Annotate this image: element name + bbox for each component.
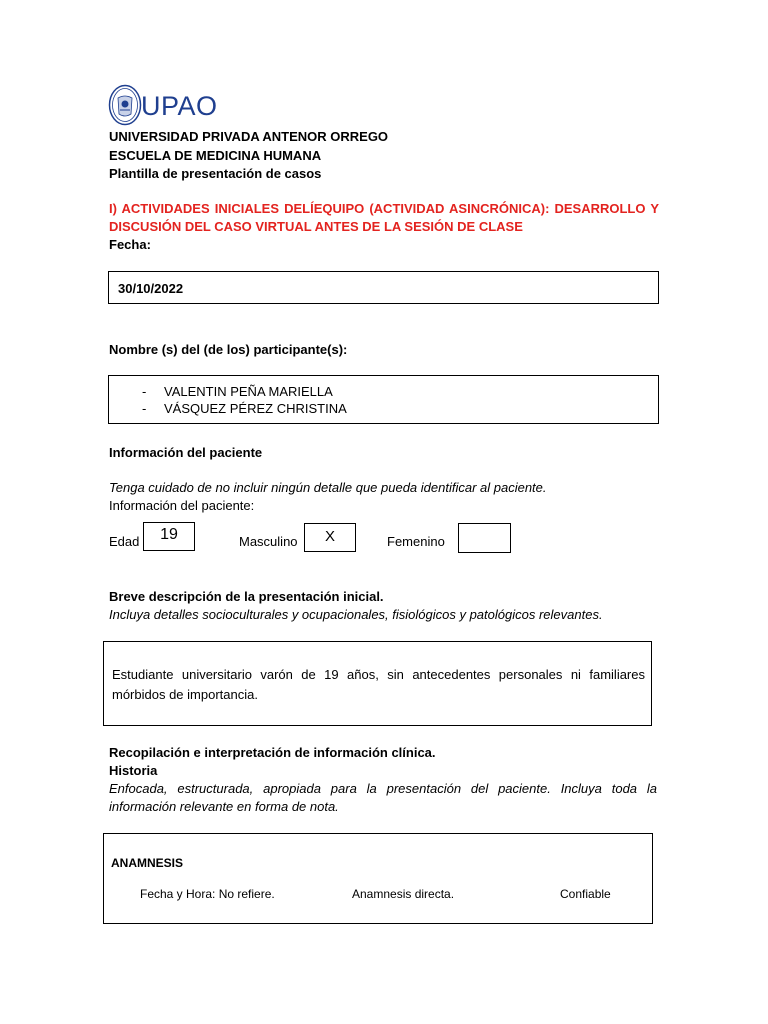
presentation-instruction: Incluya detalles socioculturales y ocupacionales, fisiológicos y patológicos relevantes. — [109, 607, 603, 622]
male-value: X — [324, 528, 335, 545]
bullet: - — [142, 401, 147, 416]
participant-name: VÁSQUEZ PÉREZ CHRISTINA — [164, 401, 347, 416]
list-item — [142, 400, 146, 418]
patient-note: Tenga cuidado de no incluir ningún detalle que pueda identificar al paciente. — [109, 480, 547, 495]
anamnesis-box — [103, 833, 653, 924]
clinical-heading: Recopilación e interpretación de información clínica. — [109, 745, 436, 760]
participant-name: VALENTIN PEÑA MARIELLA — [164, 384, 333, 399]
school-name: ESCUELA DE MEDICINA HUMANA — [109, 148, 322, 163]
date-value: 30/10/2022 — [118, 281, 184, 296]
university-seal-icon — [108, 84, 142, 126]
logo-text: UPAO — [141, 91, 218, 121]
template-title: Plantilla de presentación de casos — [109, 166, 322, 181]
presentation-box — [103, 641, 652, 726]
anamnesis-title: ANAMNESIS — [111, 856, 184, 870]
female-field[interactable] — [458, 523, 511, 553]
patient-sub-label: Información del paciente: — [109, 498, 255, 513]
male-label: Masculino — [239, 534, 298, 549]
anamnesis-date-time: Fecha y Hora: No refiere. — [140, 887, 275, 901]
patient-heading: Información del paciente — [109, 445, 263, 460]
male-field[interactable] — [304, 523, 356, 552]
age-value: 19 — [160, 526, 178, 543]
participants-label: Nombre (s) del (de los) participante(s): — [109, 342, 348, 357]
logo — [108, 84, 218, 128]
clinical-instruction: Enfocada, estructurada, apropiada para la presentación del paciente. Incluya toda la información relevante en forma de nota. — [109, 781, 657, 814]
date-box — [108, 271, 659, 304]
clinical-subheading: Historia — [109, 763, 158, 778]
anamnesis-reliability: Confiable — [560, 887, 611, 901]
university-name: UNIVERSIDAD PRIVADA ANTENOR ORREGO — [109, 129, 389, 144]
presentation-text: Estudiante universitario varón de 19 años, sin antecedentes personales ni familiares mórbidos de importancia. — [112, 667, 645, 702]
section-title: I) ACTIVIDADES INICIALES DELÍEQUIPO (ACTIVIDAD ASINCRÓNICA): DESARROLLO Y DISCUSIÓN DEL CASO VIRTUAL ANTES DE LA SESIÓN DE CLASE — [109, 201, 659, 234]
female-label: Femenino — [387, 534, 445, 549]
date-label: Fecha: — [109, 237, 151, 252]
list-item — [142, 383, 146, 401]
age-field[interactable] — [143, 522, 195, 551]
anamnesis-type: Anamnesis directa. — [352, 887, 455, 901]
presentation-heading: Breve descripción de la presentación inicial. — [109, 589, 384, 604]
participants-box — [108, 375, 659, 424]
bullet: - — [142, 384, 147, 399]
age-label: Edad — [109, 534, 140, 549]
